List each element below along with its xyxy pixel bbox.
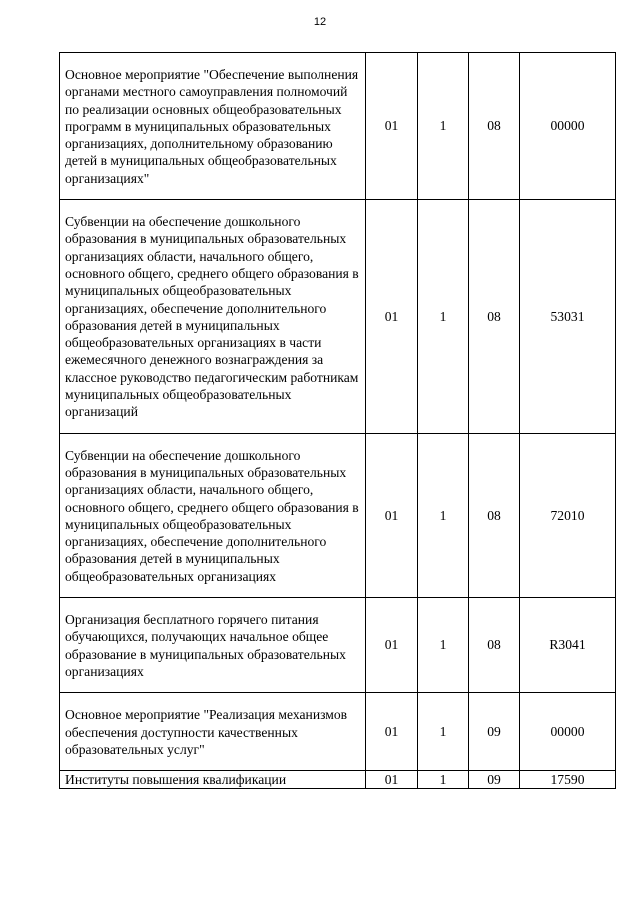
row-description: Субвенции на обеспечение дошкольного образования в муниципальных образовательных организациях области, начального общего, основного общего, среднего общего образования в муниципальных общеобразовательных организациях, обеспечение дополнительного образования детей в муниципальных общеобразовательных организациях в части ежемесячного денежного вознаграждения за классное руководство педагогическим работникам муниципальных общеобразовательных организаций: [60, 200, 366, 434]
activity-code: 08: [469, 598, 520, 693]
subprogram-code: 1: [418, 598, 469, 693]
direction-code: 72010: [520, 433, 616, 597]
table-row: [60, 200, 616, 434]
program-code: 01: [366, 53, 418, 200]
subprogram-code: 1: [418, 433, 469, 597]
program-code: 01: [366, 200, 418, 434]
row-description: Основное мероприятие "Реализация механизмов обеспечения доступности качественных образовательных услуг": [60, 693, 366, 771]
activity-code: 08: [469, 200, 520, 434]
table-row: [60, 771, 616, 789]
direction-code: R3041: [520, 598, 616, 693]
table-row: [60, 53, 616, 200]
direction-code: 00000: [520, 53, 616, 200]
subprogram-code: 1: [418, 771, 469, 789]
row-description: Институты повышения квалификации: [60, 771, 366, 789]
activity-code: 08: [469, 433, 520, 597]
subprogram-code: 1: [418, 693, 469, 771]
activity-code: 09: [469, 693, 520, 771]
row-description: Субвенции на обеспечение дошкольного образования в муниципальных образовательных организациях области, начального общего, основного общего, среднего общего образования в муниципальных общеобразовательных организациях, обеспечение дополнительного образования детей в муниципальных общеобразовательных организациях: [60, 433, 366, 597]
table-row: [60, 598, 616, 693]
direction-code: 17590: [520, 771, 616, 789]
program-code: 01: [366, 433, 418, 597]
direction-code: 00000: [520, 693, 616, 771]
row-description: Организация бесплатного горячего питания обучающихся, получающих начальное общее образование в муниципальных образовательных организациях: [60, 598, 366, 693]
row-description: Основное мероприятие "Обеспечение выполнения органами местного самоуправления полномочий по реализации основных общеобразовательных программ в муниципальных образовательных организациях, дополнительному образованию детей в муниципальных общеобразовательных организациях": [60, 53, 366, 200]
program-code: 01: [366, 693, 418, 771]
program-code: 01: [366, 598, 418, 693]
activity-code: 09: [469, 771, 520, 789]
direction-code: 53031: [520, 200, 616, 434]
subprogram-code: 1: [418, 53, 469, 200]
page-number: 12: [313, 16, 327, 28]
subprogram-code: 1: [418, 200, 469, 434]
activity-code: 08: [469, 53, 520, 200]
budget-classification-table: [59, 52, 616, 789]
table-row: [60, 693, 616, 771]
program-code: 01: [366, 771, 418, 789]
table-row: [60, 433, 616, 597]
